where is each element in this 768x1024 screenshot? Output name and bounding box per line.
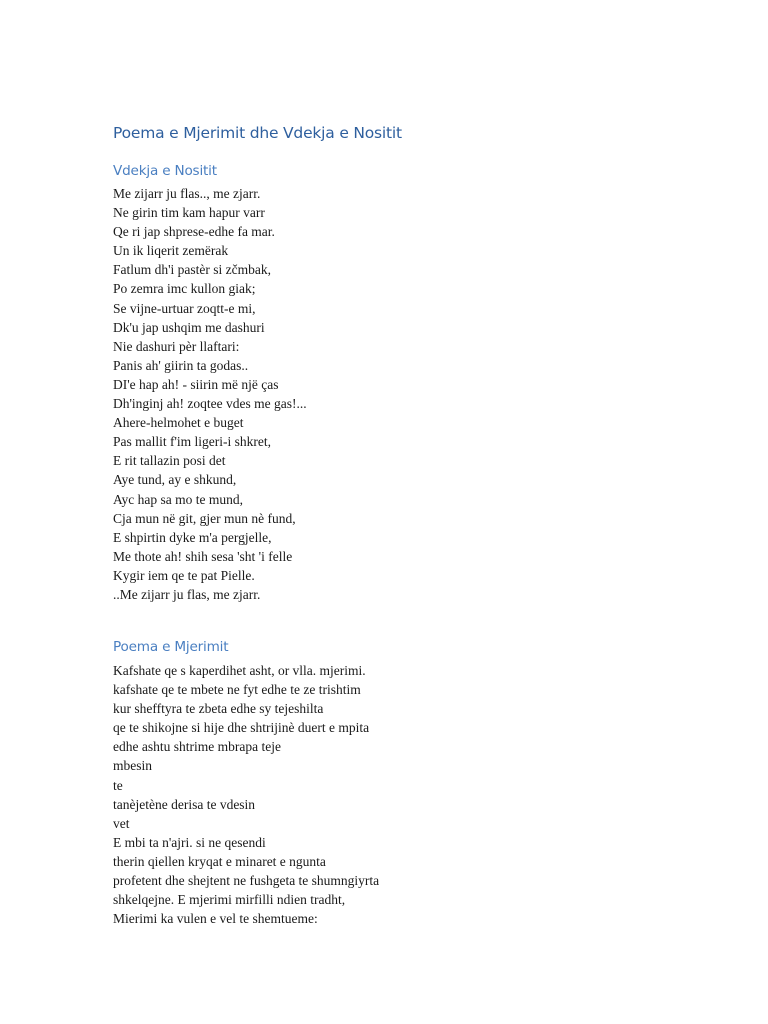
poem-line: Panis ah' giirin ta godas.. <box>113 357 249 373</box>
poem-line: Fatlum dh'i pastèr si zčmbak, <box>113 262 272 278</box>
poem-line: Mierimi ka vulen e vel te shemtueme: <box>113 911 318 927</box>
poem-line: Un ik liqerit zemërak <box>113 243 229 259</box>
poem-line: profetent dhe shejtent ne fushgeta te shumngiyrta <box>113 873 380 889</box>
poem-line: Pas mallit f'im ligeri-i shkret, <box>113 434 272 450</box>
poem-line: ..Me zijarr ju flas, me zjarr. <box>113 586 261 602</box>
poem-line: Ayc hap sa mo te mund, <box>113 491 243 507</box>
poem-vdekja-e-nositit <box>113 184 307 604</box>
poem-line: Po zemra imc kullon giak; <box>113 281 256 297</box>
poem-line: kafshate qe te mbete ne fyt edhe te ze trishtim <box>113 682 361 698</box>
poem-line: shkelqejne. E mjerimi mirfilli ndien tradht, <box>113 892 346 908</box>
poem-line: te <box>113 777 123 793</box>
poem-line: Me zijarr ju flas.., me zjarr. <box>113 186 261 201</box>
poem-line: Qe ri jap shprese-edhe fa mar. <box>113 224 275 240</box>
poem-line: Ahere-helmohet e buget <box>113 415 244 431</box>
poem-line: Kygir iem qe te pat Pielle. <box>113 567 255 583</box>
poem-line: Kafshate qe s kaperdihet asht, or vlla. mjerimi. <box>113 663 366 678</box>
poem-line: Aye tund, ay e shkund, <box>113 472 237 488</box>
poem-line: vet <box>113 815 130 831</box>
poem-line: Me thote ah! shih sesa 'sht 'i felle <box>113 548 293 564</box>
poem-line: DI'e hap ah! - siirin më një ças <box>113 376 279 392</box>
poem-line: Nie dashuri pèr llaftari: <box>113 338 240 354</box>
poem-line: tanèjetène derisa te vdesin <box>113 796 256 812</box>
poem-line: E mbi ta n'ajri. si ne qesendi <box>113 834 266 850</box>
poem-line: mbesin <box>113 758 152 774</box>
poem-poema-e-mjerimit <box>113 661 379 928</box>
poem-line: Ne girin tim kam hapur varr <box>113 205 265 221</box>
poem-line: E rit tallazin posi det <box>113 453 226 469</box>
document-title: Poema e Mjerimit dhe Vdekja e Nositit <box>113 124 402 142</box>
poem-line: therin qiellen kryqat e minaret e ngunta <box>113 853 326 869</box>
poem-line: E shpirtin dyke m'a pergjelle, <box>113 529 272 545</box>
poem-line: Cja mun në git, gjer mun nè fund, <box>113 510 296 526</box>
section-heading-vdekja-e-nositit: Vdekja e Nositit <box>113 163 217 179</box>
poem-line: Dk'u jap ushqim me dashuri <box>113 319 265 335</box>
section-heading-poema-e-mjerimit: Poema e Mjerimit <box>113 639 229 655</box>
poem-line: Dh'inginj ah! zoqtee vdes me gas!... <box>113 396 307 412</box>
poem-line: edhe ashtu shtrime mbrapa teje <box>113 739 281 755</box>
poem-line: qe te shikojne si hije dhe shtrijinè duert e mpita <box>113 720 370 736</box>
poem-line: kur shefftyra te zbeta edhe sy tejeshilta <box>113 701 324 717</box>
poem-line: Se vijne-urtuar zoqtt-e mi, <box>113 300 256 316</box>
